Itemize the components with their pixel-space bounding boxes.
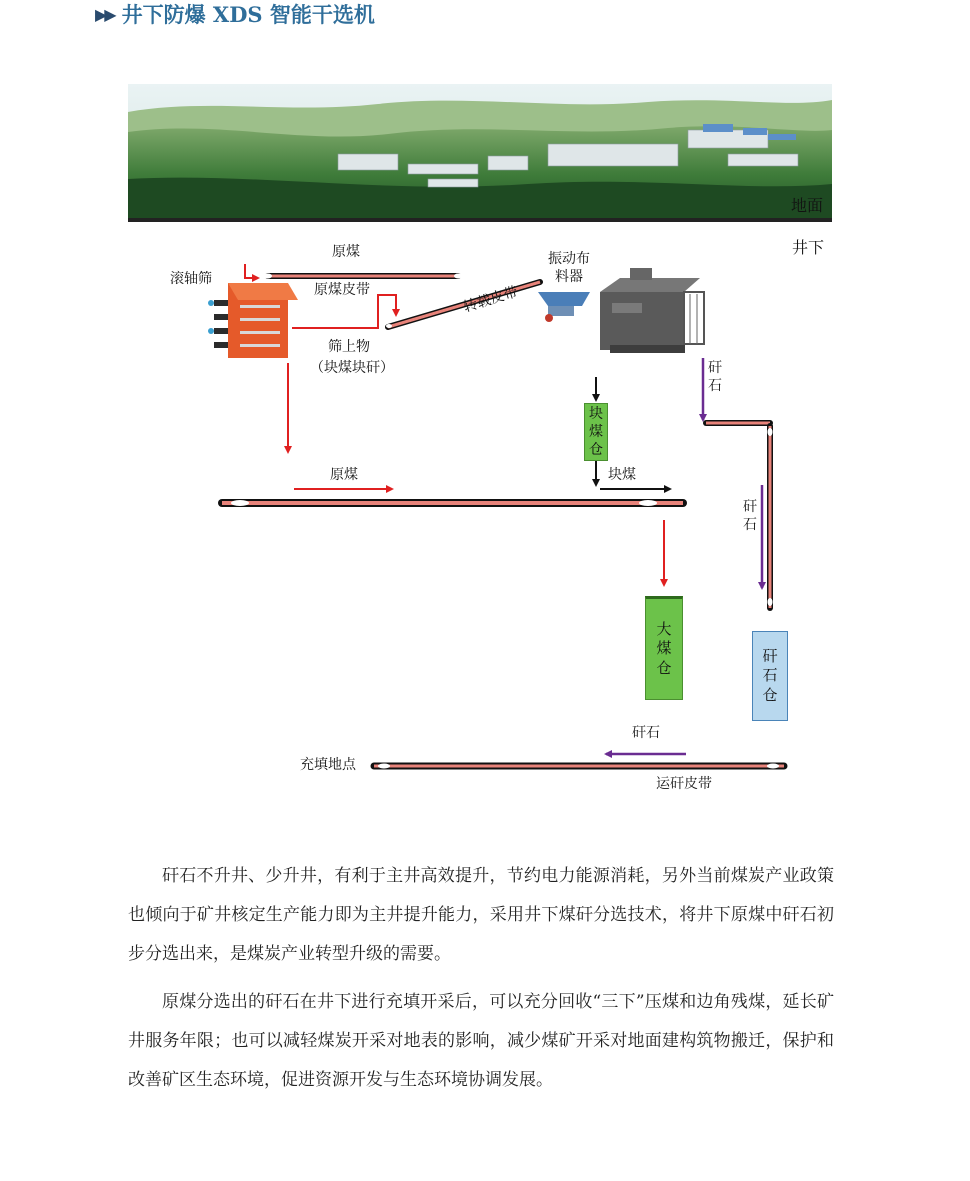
label-roller-screen: 滚轴筛 [170,271,212,287]
oversize-flow-arrow [292,295,396,328]
body-paragraph-1: 矸石不升井、少升井，有利于主井高效提升，节约电力能源消耗，另外当前煤炭产业政策也倾向于矿井核定生产能力即为主井提升能力，采用井下煤矸分选技术，将井下原煤中矸石初步分选出来，是煤炭产业转型升级的需要。 [128,866,834,964]
label-gangue-3: 矸石 [632,725,660,741]
vibrating-feeder [538,292,590,322]
label-raw-coal-top: 原煤 [332,244,360,260]
label-oversize: 筛上物 [328,339,370,355]
label-raw-coal-belt: 原煤皮带 [314,282,370,298]
raw-coal-belt [264,274,462,279]
label-oversize-detail: （块煤块矸） [310,360,394,376]
label-raw-coal-mid: 原煤 [330,467,358,483]
label-gangue-belt: 运矸皮带 [656,776,712,792]
roller-screen-machine [208,283,298,358]
label-underground: 井下 [792,238,825,257]
page-title: 井下防爆 XDS 智能干选机 [121,2,375,27]
label-transfer-belt: 转载皮带 [461,283,520,316]
large-coal-bin: 大煤仓 [645,596,683,700]
feed-arrow [245,264,258,278]
label-lump-coal: 块煤 [608,467,636,483]
double-triangle-icon: ▶▶ [95,4,114,24]
label-vibrating-feeder: 振动布料器 [548,251,590,286]
lump-coal-bin: 块煤仓 [584,403,608,461]
body-paragraph-2: 原煤分选出的矸石在井下进行充填开采后，可以充分回收“三下”压煤和边角残煤，延长矿井服务年限；也可以减轻煤炭开采对地表的影响，减少煤矿开采对地面建构筑物搬迁，保护和改善矿区生态环境，促进资源开发与生态环境协调发展。 [128,992,834,1090]
dry-separator-machine [600,268,704,353]
label-gangue-2: 矸石 [743,499,757,533]
gangue-bin: 矸石仓 [752,631,788,721]
main-raw-coal-belt [222,500,683,506]
gangue-transport-belt [374,764,784,769]
label-gangue-1: 矸石 [708,360,722,394]
label-filling-site: 充填地点 [300,757,356,773]
label-surface: 地面 [791,196,824,215]
